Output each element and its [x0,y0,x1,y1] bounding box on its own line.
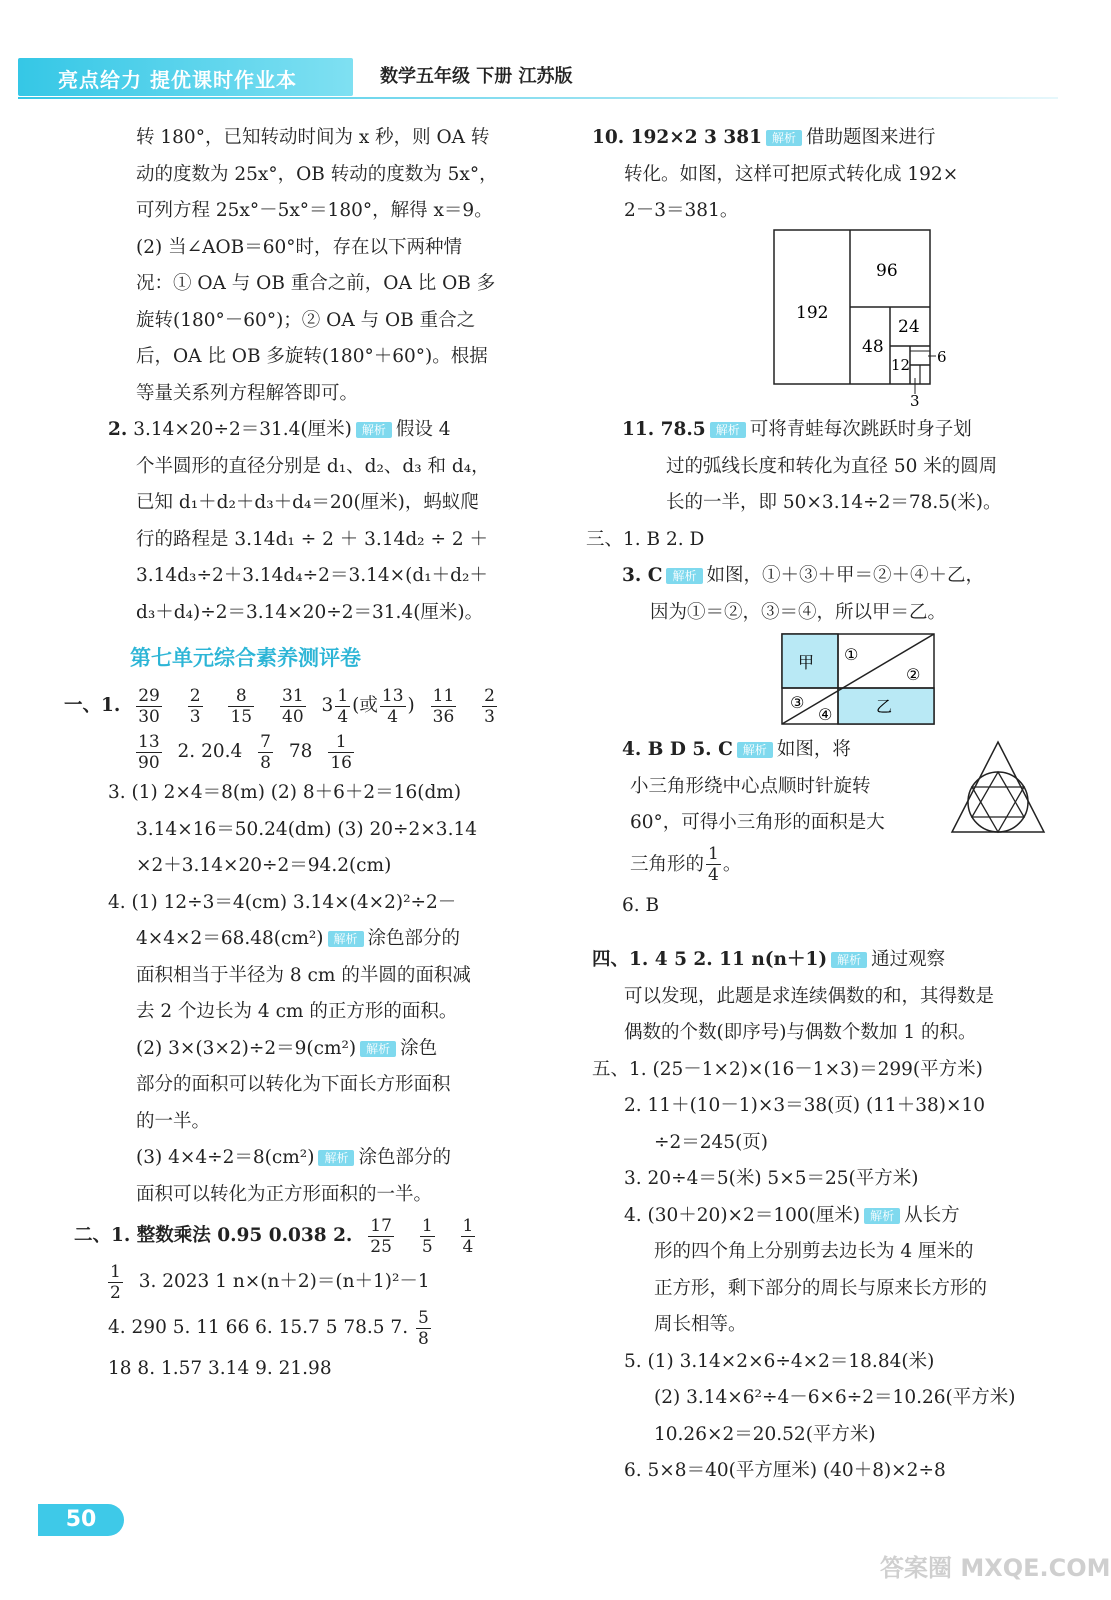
answer-row: 4. 290 5. 11 66 6. 15.7 5 78.5 7. $\frac{5}{8}$ [108,1307,429,1349]
text-line: 可列方程 25x°－5x°＝180°，解得 x＝9。 [136,200,493,221]
text-line: ×2＋3.14×20÷2＝94.2(cm) [136,855,392,876]
analysis-tag: 解析 [360,1041,396,1057]
text-line: 过的弧线长度和转化为直径 50 米的圆周 [666,455,998,477]
text-line: 等量关系列方程解答即可。 [136,382,359,404]
square-division-figure [770,228,950,408]
answer-row: 4. (30＋20)×2＝100(厘米) 解析 从长方 [624,1204,960,1226]
text-line: 3.14×16＝50.24(dm) (3) 20÷2×3.14 [136,818,477,840]
text-line: 已知 d₁＋d₂＋d₃＋d₄＝20(厘米)，蚂蚁爬 [136,492,479,513]
answer-11: 11. 78.5 解析 可将青蛙每次跳跃时身子划 [622,419,972,440]
text-line: 周长相等。 [654,1314,747,1335]
answer-row: 二、1. 整数乘法 0.95 0.038 2. $\frac{17}{25}$ $\frac{1}{5}$ $\frac{1}{4}$ [74,1215,474,1257]
fig-label: 乙 [876,697,893,716]
fig-label: 96 [876,261,898,281]
text-line: 的一半。 [136,1110,211,1132]
answer-row: 4. B D 5. C 解析 如图，将 [622,739,851,760]
text-line: 旋转(180°－60°)；② OA 与 OB 重合之 [136,309,476,331]
answer-10: 10. 192×2 3 381 解析 借助题图来进行 [592,127,936,148]
text-line: 面积相当于半径为 8 cm 的半圆的面积减 [136,964,471,986]
text-line: d₃＋d₄)÷2＝3.14×20÷2＝31.4(厘米)。 [136,601,484,623]
text-line: (2) 3.14×6²÷4－6×6÷2＝10.26(平方米) [654,1387,1016,1408]
text-line: 三角形的 $\frac{1}{4}$ 。 [630,844,742,885]
answer-row: $\frac{13}{90}$ 2. 20.4 $\frac{7}{8}$ 78 $\frac{1}{16}$ [138,731,352,773]
fig-label: 3 [910,392,920,410]
answer-row: 6. B [622,894,660,916]
text-line: (3) 4×4÷2＝8(cm²) 解析 涂色部分的 [136,1147,451,1168]
answer-row: 3. C 解析 如图，①＋③＋甲＝②＋④＋乙， [622,565,985,586]
text-line: 行的路程是 3.14d₁ ÷ 2 ＋ 3.14d₂ ÷ 2 ＋ [136,528,488,550]
answer-row: 一、1. $\frac{29}{30}$ $\frac{2}{3}$ $\frac{8}{15}$ $\frac{31}{40}$ 3 $\frac{1}{4}$ (或 $\frac{13}{4}$ ) $\frac{11}{36}$ $\frac{2}{3}$ [64,685,495,727]
text-line: 偶数的个数(即序号)与偶数个数加 1 的积。 [624,1022,977,1043]
text-line: 长的一半，即 50×3.14÷2＝78.5(米)。 [666,492,1002,513]
analysis-tag: 解析 [766,130,802,146]
watermark: 答案圈 MXQE.COM [880,1554,1111,1582]
text-line: 正方形，剩下部分的周长与原来长方形的 [654,1277,988,1299]
answer-row: 三、1. B 2. D [586,528,705,550]
text-line: 面积可以转化为正方形面积的一半。 [136,1183,433,1205]
fig-label: 甲 [798,653,815,672]
analysis-tag: 解析 [737,742,773,758]
analysis-tag: 解析 [318,1150,354,1166]
answer-row: $\frac{1}{2}$ 3. 2023 1 n×(n＋2)＝(n＋1)²－1 [110,1261,430,1303]
text-line: 60°，可得小三角形的面积是大 [630,812,885,833]
banner-title: 亮点给力 提优课时作业本 [58,68,297,92]
triangle-circle-figure [948,738,1048,836]
fig-label: 6 [937,348,947,366]
text-line: ÷2＝245(页) [654,1131,769,1153]
rectangle-diagonal-figure [778,632,938,728]
right-column-q45 [622,732,952,924]
text-line: 4×4×2＝68.48(cm²) 解析 涂色部分的 [136,928,461,949]
fig-label: 48 [862,337,884,357]
answer-4: 4. (1) 12÷3＝4(cm) 3.14×(4×2)²÷2－ [108,891,457,913]
text-line: 因为①＝②，③＝④，所以甲＝乙。 [650,601,947,623]
analysis-tag: 解析 [864,1208,900,1224]
fig-label: ③ [790,693,805,712]
text-line: 可以发现，此题是求连续偶数的和，其得数是 [624,985,995,1007]
analysis-tag: 解析 [710,422,746,438]
analysis-tag: 解析 [356,422,392,438]
header-divider [18,97,1058,99]
text-line: 转化。如图，这样可把原式转化成 192× [624,163,959,185]
right-column-s45 [592,942,1062,1490]
answer-row: 5. (1) 3.14×2×6÷4×2＝18.84(米) [624,1350,935,1372]
analysis-tag: 解析 [831,952,867,968]
text-line: 10.26×2＝20.52(平方米) [654,1423,876,1445]
text-line: 2－3＝381。 [624,200,739,221]
page-number: 50 [38,1504,124,1536]
fig-label: ④ [818,705,833,724]
left-column [64,120,548,1388]
answer-row: 四、1. 4 5 2. 11 n(n＋1) 解析 通过观察 [592,949,946,970]
answer-3: 3. (1) 2×4＝8(m) (2) 8＋6＋2＝16(dm) [108,782,462,803]
right-column [592,120,1062,230]
answer-row: 3. 20÷4＝5(米) 5×5＝25(平方米) [624,1168,919,1189]
text-line: 3.14d₃÷2＋3.14d₄÷2＝3.14×(d₁＋d₂＋ [136,565,488,586]
fig-label: 12 [891,356,911,374]
fig-label: ① [844,645,859,664]
text-line: 转 180°，已知转动时间为 x 秒，则 OA 转 [136,127,490,148]
answer-row: 6. 5×8＝40(平方厘米) (40＋8)×2÷8 [624,1460,946,1481]
answer-2: 2. 3.14×20÷2＝31.4(厘米) 解析 假设 4 [108,419,451,440]
fig-label: 24 [898,317,920,337]
header-banner [18,58,353,96]
answer-row: 五、1. (25－1×2)×(16－1×3)＝299(平方米) [592,1058,983,1080]
text-line: 部分的面积可以转化为下面长方形面积 [136,1074,451,1095]
section-title: 第七单元综合素养测评卷 [130,646,361,670]
text-line: 形的四个角上分别剪去边长为 4 厘米的 [654,1241,974,1262]
fig-label: ② [906,665,921,684]
text-line: 后，OA 比 OB 多旋转(180°＋60°)。根据 [136,346,488,367]
text-line: 个半圆形的直径分别是 d₁、d₂、d₃ 和 d₄， [136,455,490,477]
right-column-q11 [586,412,1062,631]
analysis-tag: 解析 [328,931,364,947]
text-line: (2) 当∠AOB＝60°时，存在以下两种情 [136,236,463,258]
text-line: 动的度数为 25x°，OB 转动的度数为 5x°， [136,163,498,185]
analysis-tag: 解析 [666,568,702,584]
book-info: 数学五年级 下册 江苏版 [380,66,573,87]
text-line: 去 2 个边长为 4 cm 的正方形的面积。 [136,1001,458,1022]
answer-row: 18 8. 1.57 3.14 9. 21.98 [108,1358,332,1379]
text-line: 小三角形绕中心点顺时针旋转 [630,775,871,797]
text-line: 况：① OA 与 OB 重合之前，OA 比 OB 多 [136,273,496,294]
answer-row: 2. 11＋(10－1)×3＝38(页) (11＋38)×10 [624,1095,986,1116]
fig-label: 192 [796,303,829,323]
text-line: (2) 3×(3×2)÷2＝9(cm²) 解析 涂色 [136,1037,438,1059]
